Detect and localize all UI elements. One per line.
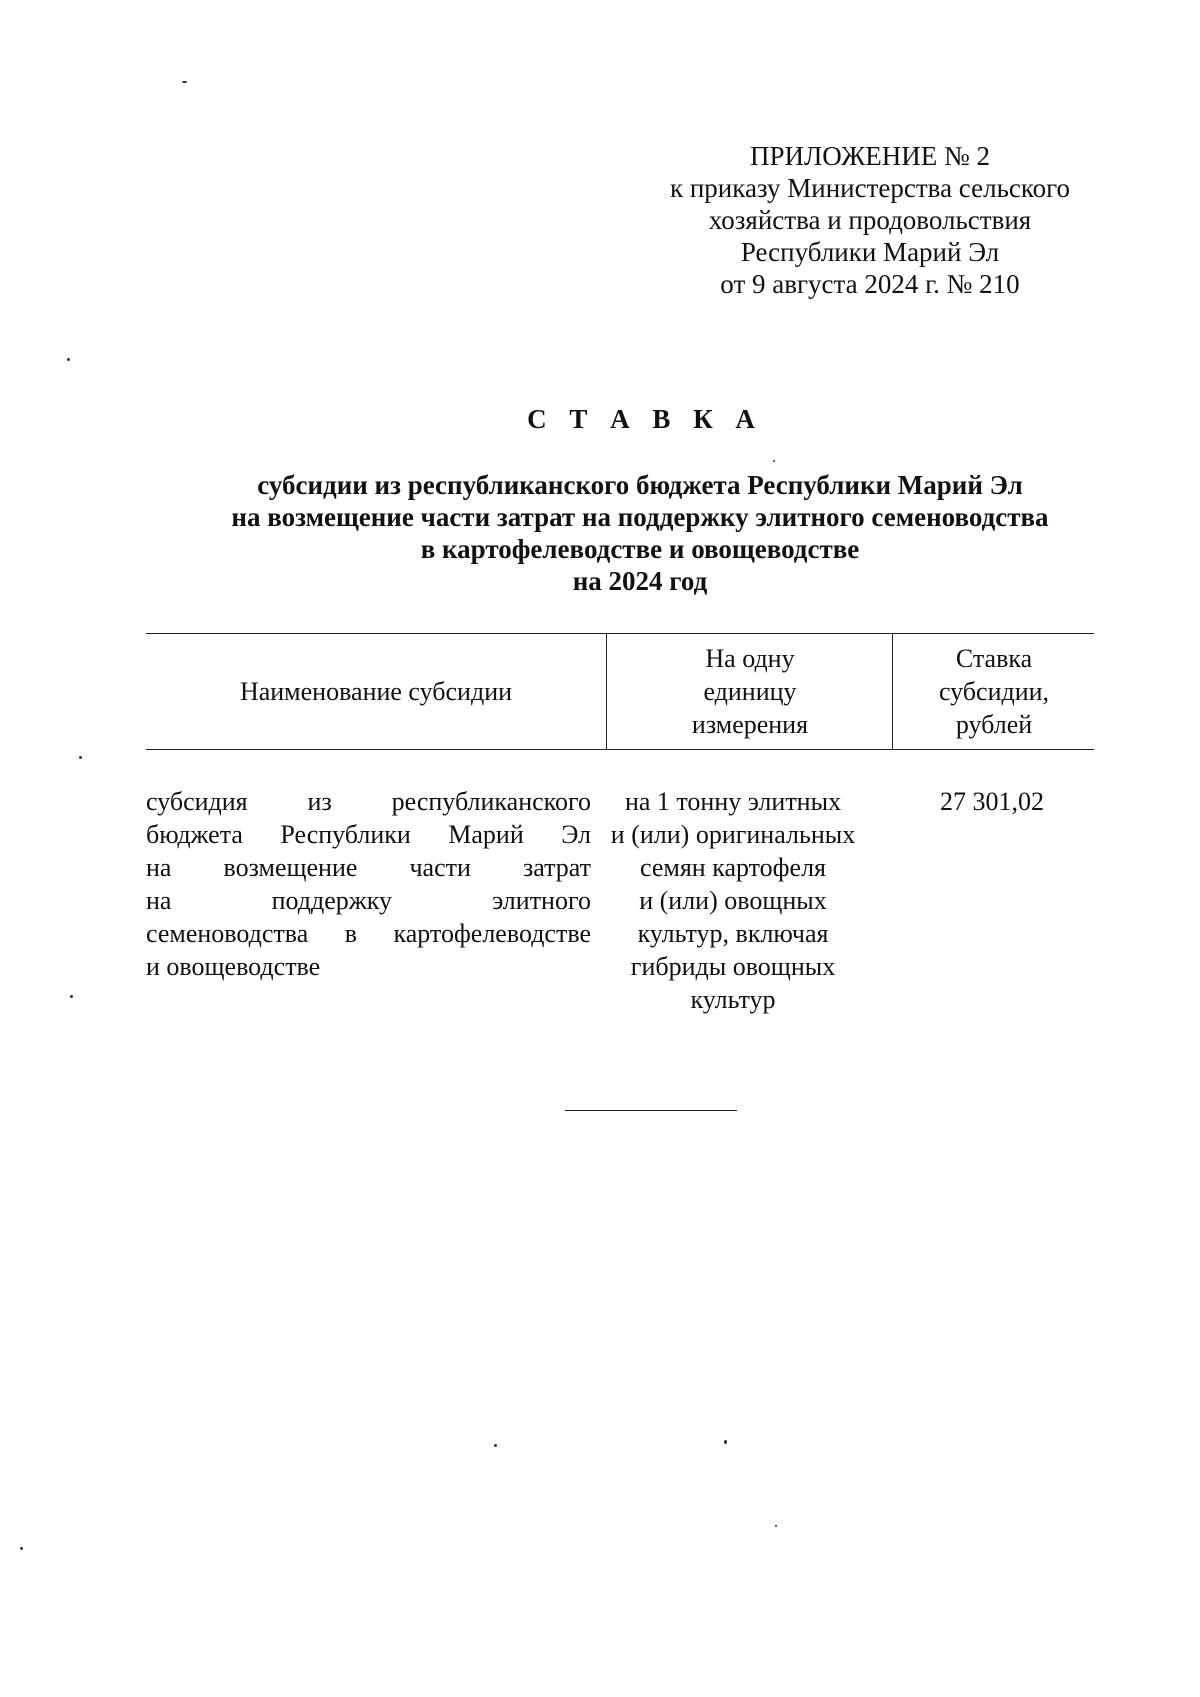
scan-speck	[20, 1547, 23, 1550]
scan-speck	[773, 460, 775, 462]
closing-rule	[565, 1110, 737, 1111]
unit-line: культур, включая	[637, 919, 829, 948]
name-word: на	[146, 853, 172, 882]
appendix-line-date: от 9 августа 2024 г. № 210	[720, 269, 1020, 299]
document-title: С Т А В К А	[527, 404, 763, 434]
header-rate	[894, 633, 1094, 749]
name-word: части	[409, 853, 471, 882]
document-subtitle	[140, 469, 1140, 597]
scan-speck	[775, 1525, 777, 1527]
name-line	[146, 851, 591, 884]
name-word: возмещение	[223, 853, 358, 882]
unit-line: и (или) оригинальных	[610, 820, 856, 849]
scan-speck	[79, 756, 82, 759]
name-word: поддержку	[271, 886, 392, 915]
subtitle-line: на 2024 год	[572, 566, 708, 596]
header-unit-line: измерения	[691, 709, 809, 739]
name-word: бюджета	[146, 820, 243, 849]
table-column-divider	[606, 633, 607, 749]
unit-line: на 1 тонну элитных	[624, 787, 842, 816]
header-rate-line: Ставка	[955, 643, 1033, 673]
name-word: в	[344, 919, 358, 948]
header-unit	[608, 633, 892, 749]
scan-speck	[494, 1444, 497, 1447]
name-line: и овощеводстве	[146, 952, 321, 981]
header-rate-line: субсидии,	[938, 676, 1050, 706]
subtitle-line: на возмещение части затрат на поддержку элитного семеноводства	[231, 502, 1049, 532]
name-line	[146, 917, 591, 950]
name-line	[146, 785, 591, 818]
unit-line: культур	[690, 985, 776, 1014]
name-word: семеноводства	[146, 919, 309, 948]
appendix-line-number: ПРИЛОЖЕНИЕ № 2	[749, 141, 991, 171]
name-line	[146, 884, 591, 917]
name-word: субсидия	[146, 787, 248, 816]
table-header-bottom-border	[146, 749, 1094, 750]
unit-line: гибриды овощных	[630, 952, 836, 981]
name-word: картофелеводстве	[393, 919, 591, 948]
table-column-divider	[892, 633, 893, 749]
name-line	[146, 818, 591, 851]
appendix-line-order: к приказу Министерства сельского	[669, 173, 1071, 203]
header-unit-line: единицу	[703, 676, 797, 706]
name-word: на	[146, 886, 172, 915]
name-word: Эл	[561, 820, 591, 849]
appendix-line-ministry: хозяйства и продовольствия	[708, 205, 1032, 235]
scan-speck	[724, 1440, 727, 1444]
scan-speck	[70, 995, 73, 998]
appendix-line-republic: Республики Марий Эл	[740, 237, 1000, 267]
name-word: элитного	[492, 886, 591, 915]
table-row-rate-cell: 27 301,02	[940, 787, 1044, 816]
name-word: из	[307, 787, 332, 816]
header-rate-line: рублей	[955, 709, 1033, 739]
name-word: затрат	[522, 853, 591, 882]
table-row-name-cell	[146, 785, 591, 983]
name-word: Республики	[280, 820, 411, 849]
subtitle-line: субсидии из республиканского бюджета Республики Марий Эл	[257, 470, 1023, 500]
unit-line: и (или) овощных	[639, 886, 827, 915]
name-word: Марий	[448, 820, 524, 849]
header-name: Наименование субсидии	[239, 676, 513, 706]
header-unit-line: На одну	[705, 643, 795, 673]
scan-speck	[182, 81, 187, 83]
appendix-header	[640, 140, 1100, 300]
name-word: республиканского	[391, 787, 591, 816]
subtitle-line: в картофелеводстве и овощеводстве	[420, 534, 860, 564]
unit-line: семян картофеля	[640, 853, 826, 882]
table-row-unit-cell	[598, 785, 868, 1016]
scan-speck	[67, 358, 70, 361]
